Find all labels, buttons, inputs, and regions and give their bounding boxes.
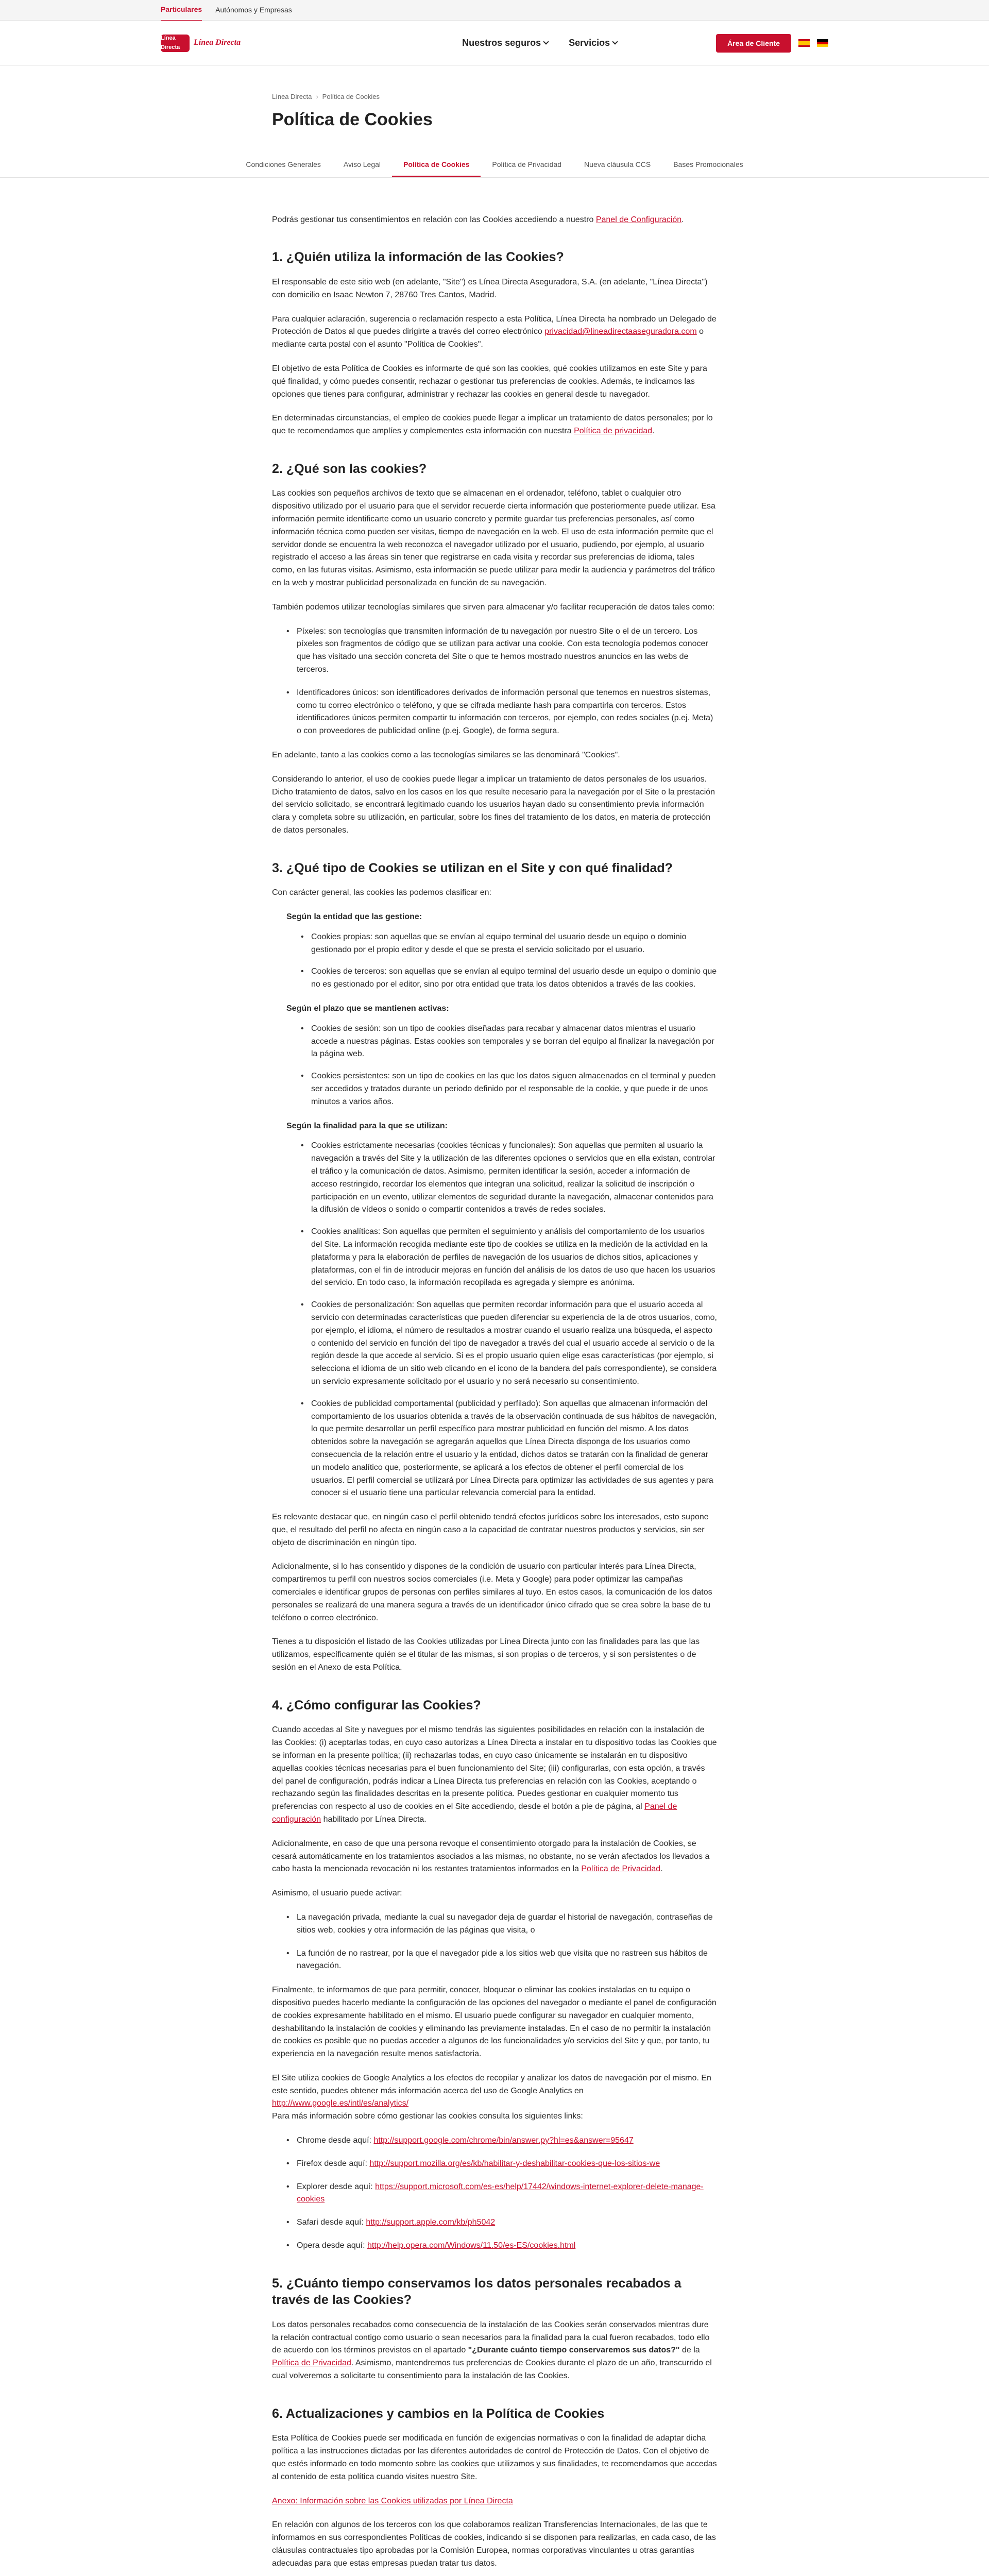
section-1-title: 1. ¿Quién utiliza la información de las Cookies? <box>272 250 564 265</box>
section-1-p3: El objetivo de esta Política de Cookies es informarte de qué son las cookies, qué cookies utilizamos en este Site y para qué finalidad, y cómo puedes consentir, rechazar o gestionar tus preferencias de cookies. Además, te indicamos las opciones que tienes para configurar, administrar y rechazar las cookies en general desde tu navegador. <box>272 364 707 399</box>
chrome-link[interactable]: http://support.google.com/chrome/bin/answer.py?hl=es&answer=95647 <box>373 2136 634 2145</box>
main-header <box>0 21 989 66</box>
section-1-p1: El responsable de este sitio web (en adelante, "Site") es Línea Directa Aseguradora, S.A. (en adelante, "Línea Directa") con domicilio en Isaac Newton 7, 28760 Tres Cantos, Madrid. <box>272 277 708 299</box>
section-2-p1: Las cookies son pequeños archivos de texto que se almacenan en el ordenador, teléfono, tablet o cualquier otro dispositivo utilizado por el usuario para que el servidor recuerde cierta información que posteriormente puede utilizar. Esa información permite identificarte como un usuario concreto y permite guardar tus preferencias personales, así como información técnica como pueden ser visitas, tiempo de navegación en la web. El uso de esta información permite que el servidor donde se encuentra la web reconozca el navegador utilizado por el usuario, pudiendo, por ejemplo, al usuario registrado el acceso a las áreas sin tener que registrarse en cada visita y recordar sus preferencias de idioma, tales como, en las futuras visitas. Asimismo, esta información se puede utilizar para medir la audiencia y parámetros del tráfico en la web y mostrar publicidad personalizada en función de su navegación. <box>272 489 715 587</box>
list-item: • Explorer desde aquí: https://support.microsoft.com/es-es/help/17442/windows-internet-explorer-delete-manage-cookies <box>286 2181 717 2207</box>
group-entity <box>286 911 717 991</box>
section-3-p4: Tienes a tu disposición el listado de las Cookies utilizadas por Línea Directa junto con las finalidades para las que las utilizamos, específicamente quién se el titular de las mismas, si son propias o de terceros, y si son persistentes o de sesión en el Anexo de esta Política. <box>272 1637 700 1672</box>
legal-tabs <box>0 154 989 178</box>
section-6-p2: En relación con algunos de los terceros con los que colaboramos realizan Transferencias Internacionales, de las que te informamos en sus correspondientes Políticas de cookies, indicando si se disponen para realizarlas, en cada caso, de las cláusulas contractuales tipo aprobadas por la Comisión Europea, normas corporativas vinculantes u otras garantías adecuadas para que estas empresas puedan tratar tus datos. <box>272 2520 716 2568</box>
tab-politica-privacidad[interactable]: Política de Privacidad <box>492 160 562 168</box>
section-3-p1: Con carácter general, las cookies las podemos clasificar en: <box>272 888 491 897</box>
tab-clausula-ccs[interactable]: Nueva cláusula CCS <box>584 160 651 168</box>
list-item: • Cookies propias: son aquellas que se envían al equipo terminal del usuario desde un equipo o dominio gestionado por el propio editor y desde el que se presta el servicio solicitado por el usuario. <box>301 931 717 957</box>
list-item: • Cookies de publicidad comportamental (publicidad y perfilado): Son aquellas que almacenan información del comportamiento de los usuarios obtenida a través de la observación continuada de sus hábitos de navegación, lo que permite desarrollar un perfil específico para mostrar publicidad en función del mismo. A los datos obtenidos sobre la navegación se agregarán aquellos que Línea Directa disponga de los usuarios como consecuencia de la relación entre el usuario y la entidad, dichos datos se tratarán con la finalidad de generar un modelo analítico que, posteriormente, se aplicará a los efectos de obtener el perfil comercial de los usuarios. El perfil comercial se utilizará por Línea Directa para optimizar las actividades de sus agentes y para conocer si el usuario tiene una particular relevancia comercial para la entidad. <box>301 1398 717 1500</box>
area-cliente-button[interactable]: Área de Cliente <box>716 34 791 53</box>
list-item: • Cookies de terceros: son aquellas que se envían al equipo terminal del usuario desde un equipo o dominio que no es gestionado por el editor, sino por otra entidad que trata los datos obtenidos a través de las cookies. <box>301 965 717 991</box>
section-3-p2: Es relevante destacar que, en ningún caso el perfil obtenido tendrá efectos jurídicos sobre los interesados, esto supone que, el resultado del perfil no afecta en ningún caso a la capacidad de contratar nuestros productos y servicios, sin ser objeto de discriminación en ningún tipo. <box>272 1513 709 1547</box>
privacy-policy-link[interactable]: Política de privacidad <box>574 427 653 436</box>
nav-servicios[interactable] <box>569 36 617 50</box>
spain-flag-icon[interactable] <box>798 39 810 47</box>
breadcrumb <box>0 66 989 102</box>
config-panel-link[interactable]: Panel de configuración <box>272 1802 677 1824</box>
util-link-particulares[interactable]: Particulares <box>161 0 202 21</box>
section-2-p3: En adelante, tanto a las cookies como a las tecnologías similares se las denominará "Cookies". <box>272 750 620 759</box>
utility-bar <box>0 0 989 21</box>
section-4-p3: Asimismo, el usuario puede activar: <box>272 1889 402 1898</box>
browser-links-list <box>286 2134 717 2252</box>
section-1-p4: En determinadas circunstancias, el empleo de cookies puede llegar a implicar un tratamiento de datos personales; por lo que te recomendamos que amplíes y complementes esta información con nuestra Política de privacidad. <box>272 414 713 436</box>
list-item: • Cookies estrictamente necesarias (cookies técnicas y funcionales): Son aquellas que permiten al usuario la navegación a través del Site y la utilización de las diferentes opciones o servicios que en ella existan, controlar el tráfico y la comunicación de datos. Asimismo, permiten identificar la sesión, acceder a información de acceso restringido, recordar los elementos que integran una solicitud, realizar la solicitud de inscripción o participación en un evento, utilizar elementos de seguridad durante la navegación, almacenar contenidos para la difusión de vídeos o sonido o compartir contenidos a través de redes sociales. <box>301 1140 717 1216</box>
section-2-title: 2. ¿Qué son las cookies? <box>272 461 427 476</box>
browser-options-list <box>286 1911 717 1973</box>
logo-phone-icon: Línea Directa <box>161 35 190 52</box>
list-item: • Cookies analíticas: Son aquellas que permiten el seguimiento y análisis del comportamiento de los usuarios del Site. La información recogida mediante este tipo de cookies se utiliza en la medición de la actividad en la plataforma y para la elaboración de perfiles de navegación de los usuarios de dichos sitios, aplicaciones y plataformas, con el fin de introducir mejoras en función del análisis de los datos de uso que hacen los usuarios del servicio. En todo caso, la información recopilada es agregada y siempre es anónima. <box>301 1226 717 1290</box>
group-purpose <box>286 1120 717 1500</box>
list-item: • Cookies de sesión: son un tipo de cookies diseñadas para recabar y almacenar datos mientras el usuario accede a nuestras páginas. Estas cookies son temporales y se borran del equipo al finalizar la navegación por la página web. <box>301 1023 717 1061</box>
section-2-p4: Considerando lo anterior, el uso de cookies puede llegar a implicar un tratamiento de datos personales de los usuarios. Dicho tratamiento de datos, salvo en los casos en los que resulte necesario para la navegación por el Site o la prestación del servicio solicitado, se encontrará legitimado cuando los usuarios hayan dado su consentimiento previa información clara y completa sobre su utilización, en particular, sobre los fines del tratamiento de los datos, en materia de protección de datos personales. <box>272 774 715 835</box>
list-item: • La función de no rastrear, por la que el navegador pide a los sitios web que visita que no rastreen sus hábitos de navegación. <box>286 1947 717 1973</box>
section-5-p1: Los datos personales recabados como consecuencia de la instalación de las Cookies serán conservados mientras dure la relación contractual contigo como usuario o sean necesarios para la finalidad para la cual fueron recabados, todo ello de acuerdo con los términos previstos en el apartado "¿Durante cuánto tiempo conservaremos sus datos?" de la Política de Privacidad. Asimismo, mantendremos tus preferencias de Cookies durante el plazo de un año, transcurrido el cual volveremos a solicitarte tu consentimiento para la instalación de las Cookies. <box>272 2320 712 2381</box>
annex-link[interactable]: Anexo: Información sobre las Cookies utilizadas por Línea Directa <box>272 2496 513 2505</box>
nav-label: Servicios <box>569 37 610 48</box>
page-title: Política de Cookies <box>272 110 433 130</box>
section-4-title: 4. ¿Cómo configurar las Cookies? <box>272 1698 481 1713</box>
tab-bases-promocionales[interactable]: Bases Promocionales <box>673 160 743 168</box>
list-item: • Safari desde aquí: http://support.apple.com/kb/ph5042 <box>286 2216 717 2229</box>
section-6-p1: Esta Política de Cookies puede ser modificada en función de exigencias normativas o con la finalidad de adaptar dicha política a las instrucciones dictadas por las diferentes autoridades de control de Protección de Datos. Con el objetivo de que estés informado en todo momento sobre las cookies que utilizamos y sus finalidades, te recomendamos que accedas al contenido de esta política cuando visites nuestro Site. <box>272 2434 717 2481</box>
chevron-down-icon <box>543 39 549 45</box>
section-4-p5: El Site utiliza cookies de Google Analytics a los efectos de recopilar y analizar los datos de navegación por el mismo. En este sentido, puedes obtener más información acerca del uso de Google Analytics en http://www.google.es/intl/es/analytics/ Para más información sobre cómo gestionar las cookies consulta los siguientes links: <box>272 2073 711 2121</box>
germany-flag-icon[interactable] <box>817 39 828 47</box>
intro-paragraph: Podrás gestionar tus consentimientos en relación con las Cookies accediendo a nuestro Panel de Configuración. <box>272 215 684 224</box>
list-item: • Firefox desde aquí: http://support.mozilla.org/es/kb/habilitar-y-deshabilitar-cookies-que-los-sitios-we <box>286 2158 717 2171</box>
list-item: • Cookies de personalización: Son aquellas que permiten recordar información para que el usuario acceda al servicio con determinadas características que pueden diferenciar su experiencia de la de otros usuarios, como, por ejemplo, el idioma, el número de resultados a mostrar cuando el usuario realiza una búsqueda, el aspecto o contenido del servicio en función del tipo de navegador a través del cual el usuario accede al servicio o de la región desde la que accede al servicio. Si es el propio usuario quien elige esas características (por ejemplo, si selecciona el idioma de un sitio web clicando en el icono de la bandera del país correspondiente), se considera un servicio expresamente solicitado por el usuario y no será necesario su consentimiento. <box>301 1299 717 1388</box>
similar-tech-list <box>286 625 717 738</box>
dpo-email-link[interactable]: privacidad@lineadirectaaseguradora.com <box>544 327 697 336</box>
section-4-p1: Cuando accedas al Site y navegues por el mismo tendrás las siguientes posibilidades en relación con la instalación de las Cookies: (i) aceptarlas todas, en cuyo caso autorizas a Línea Directa a instalar en tu dispositivo todas las Cookies que se informan en la presente política; (ii) rechazarlas todas, en cuyo caso únicamente se instalarán en tu dispositivo aquellas cookies técnicas necesarias para el buen funcionamiento del Site; (iii) configurarlas, con esta opción, a través del panel de configuración, podrás indicar a Línea Directa tus preferencias en relación con las Cookies, aceptando o rechazando según las finalidades descritas en la presente política. Puedes gestionar en cualquier momento tus preferencias con respecto al uso de cookies en el Site accediendo, desde el botón a pie de página, al Panel de configuración habilitado por Línea Directa. <box>272 1725 717 1824</box>
list-item: • Opera desde aquí: http://help.opera.com/Windows/11.50/es-ES/cookies.html <box>286 2240 717 2252</box>
section-3-p3: Adicionalmente, si lo has consentido y dispones de la condición de usuario con particular interés para Línea Directa, compartiremos tu perfil con nuestros socios comerciales (i.e. Meta y Google) para poder optimizar las campañas comerciales e identificar grupos de personas con perfiles similares al tuyo. En estos casos, la comunicación de los datos personales se realizará de una manera segura a través de un identificador único cifrado que se crea sobre la base de tu teléfono o correo electrónico. <box>272 1562 712 1622</box>
config-panel-link[interactable]: Panel de Configuración <box>595 215 682 224</box>
list-item: • La navegación privada, mediante la cual su navegador deja de guardar el historial de navegación, contraseñas de sitios web, cookies y otra información de las páginas que visita, o <box>286 1911 717 1937</box>
group-title: Según el plazo que se mantienen activas: <box>286 1004 449 1013</box>
tab-condiciones-generales[interactable]: Condiciones Generales <box>246 160 321 168</box>
section-4-p2: Adicionalmente, en caso de que una persona revoque el consentimiento otorgado para la instalación de Cookies, se cesará automáticamente en los tratamientos asociados a las mismas, no obstante, no se verán afectados los llevados a cabo hasta la mencionada revocación ni los restantes tratamientos informados en la Política de Privacidad. <box>272 1839 710 1874</box>
cookie-policy-article <box>272 178 717 2576</box>
safari-link[interactable]: http://support.apple.com/kb/ph5042 <box>366 2218 496 2227</box>
header-actions <box>716 34 828 53</box>
list-item: • Chrome desde aquí: http://support.google.com/chrome/bin/answer.py?hl=es&answer=95647 <box>286 2134 717 2147</box>
section-5-title: 5. ¿Cuánto tiempo conservamos los datos personales recabados a través de las Cookies? <box>272 2276 681 2308</box>
tab-politica-cookies[interactable]: Política de Cookies <box>392 154 481 177</box>
breadcrumb-home[interactable]: Línea Directa <box>272 93 312 100</box>
tab-aviso-legal[interactable]: Aviso Legal <box>343 160 381 168</box>
logo-text: Línea Directa <box>194 38 241 47</box>
util-link-autonomos[interactable]: Autónomos y Empresas <box>215 5 292 14</box>
group-duration <box>286 1003 717 1109</box>
opera-link[interactable]: http://help.opera.com/Windows/11.50/es-ES/cookies.html <box>367 2241 576 2250</box>
breadcrumb-current: Política de Cookies <box>322 93 380 100</box>
privacy-policy-link[interactable]: Política de Privacidad <box>581 1865 661 1874</box>
explorer-link[interactable]: https://support.microsoft.com/es-es/help/17442/windows-internet-explorer-delete-manage-cookies <box>297 2182 704 2204</box>
firefox-link[interactable]: http://support.mozilla.org/es/kb/habilitar-y-deshabilitar-cookies-que-los-sitios-we <box>369 2159 660 2168</box>
section-6-annex <box>272 2495 717 2508</box>
google-analytics-link[interactable]: http://www.google.es/intl/es/analytics/ <box>272 2099 409 2108</box>
nav-label: Nuestros seguros <box>462 37 541 48</box>
breadcrumb-separator: › <box>316 93 318 100</box>
nav-nuestros-seguros[interactable] <box>462 36 548 50</box>
section-3-title: 3. ¿Qué tipo de Cookies se utilizan en el Site y con qué finalidad? <box>272 860 673 875</box>
main-nav <box>462 36 617 50</box>
list-item: • Píxeles: son tecnologías que transmiten información de tu navegación por nuestro Site o el de un tercero. Los píxeles son fragmentos de código que se utilizan para activar una cookie. Con esta tecnología podemos conocer que has visitado una sección concreta del Site o que te hemos mostrado nuestros anuncios en las webs de terceros. <box>286 625 717 676</box>
list-item: • Cookies persistentes: son un tipo de cookies en las que los datos siguen almacenados en el terminal y pueden ser accedidos y tratados durante un periodo definido por el responsable de la cookie, y que puede ir de unos minutos a varios años. <box>301 1070 717 1108</box>
section-6-title: 6. Actualizaciones y cambios en la Política de Cookies <box>272 2406 605 2421</box>
group-title: Según la entidad que las gestione: <box>286 912 422 922</box>
privacy-policy-link[interactable]: Política de Privacidad <box>272 2359 351 2368</box>
section-1-p2: Para cualquier aclaración, sugerencia o reclamación respecto a esta Política, Línea Directa ha nombrado un Delegado de Protección de Datos al que puedes dirigirte a través del correo electrónico privacidad@lineadirectaaseguradora.com o mediante carta postal con el asunto "Política de Cookies". <box>272 314 717 349</box>
chevron-down-icon <box>612 39 618 45</box>
site-logo[interactable] <box>161 35 241 52</box>
list-item: • Identificadores únicos: son identificadores derivados de información personal que tenemos en nuestros sistemas, como tu correo electrónico o teléfono, y que se cifrada mediante hash para compartirla con terceros. Estos identificadores únicos permiten compartir tu información con terceros, por ejemplo, con redes sociales (p.ej. Meta) o con proveedores de publicidad online (p.ej. Google), de forma segura. <box>286 687 717 738</box>
section-4-p4: Finalmente, te informamos de que para permitir, conocer, bloquear o eliminar las cookies instaladas en tu equipo o dispositivo puedes hacerlo mediante la configuración de las opciones del navegador o mediante el panel de configuración de cookies expresamente habilitado en el mismo. El usuario puede configurar su navegador en cualquier momento, deshabilitando la instalación de cookies y eliminando las previamente instaladas. En el caso de no permitir la instalación de cookies es posible que no puedas acceder a algunos de los funcionalidades y/o servicios del Site y que, por tanto, tu experiencia en la navegación resulte menos satisfactoria. <box>272 1986 717 2059</box>
group-title: Según la finalidad para la que se utilizan: <box>286 1121 448 1130</box>
section-2-p2: También podemos utilizar tecnologías similares que sirven para almacenar y/o facilitar recuperación de datos tales como: <box>272 602 715 612</box>
cookie-classification <box>286 911 717 1500</box>
